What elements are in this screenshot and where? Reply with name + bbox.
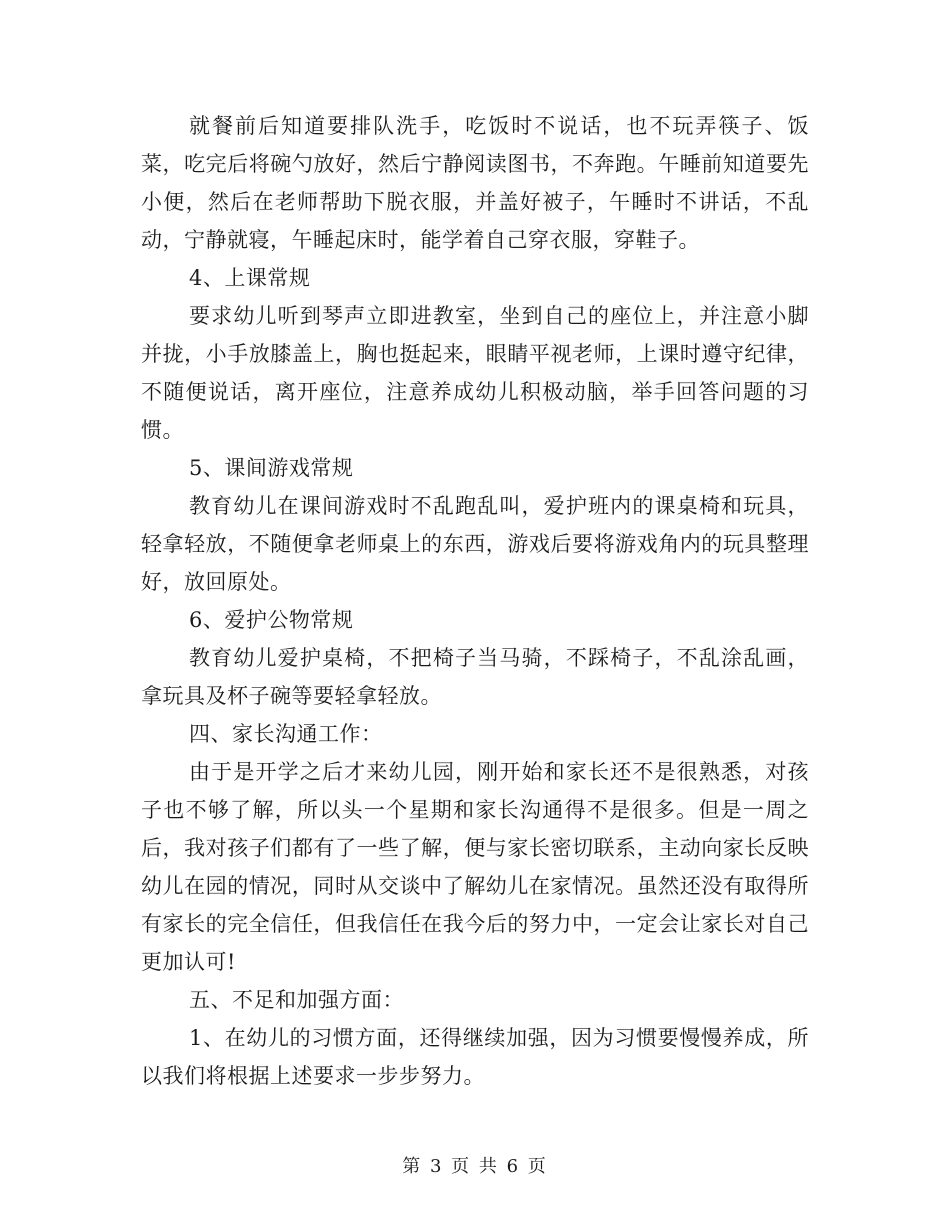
heading-break-game-routine: 5、课间游戏常规 (189, 456, 354, 480)
page-footer (0, 1152, 950, 1178)
paragraph-break-game-routine: 教育幼儿在课间游戏时不乱跑乱叫，爱护班内的课桌椅和玩具，轻拿轻放，不随便拿老师桌上的东西，游戏后要将游戏角内的玩具整理好，放回原处。 (141, 494, 809, 594)
heading-shortcomings: 五、不足和加强方面： (189, 988, 404, 1012)
heading-parent-communication: 四、家长沟通工作： (189, 722, 383, 746)
heading-public-property-routine: 6、爱护公物常规 (189, 608, 354, 632)
paragraph-shortcomings-habits: 1、在幼儿的习惯方面，还得继续加强，因为习惯要慢慢养成，所以我们将根据上述要求一步步努力。 (141, 1026, 809, 1088)
paragraph-meal-nap-routine: 就餐前后知道要排队洗手，吃饭时不说话，也不玩弄筷子、饭菜，吃完后将碗勺放好，然后宁静阅读图书，不奔跑。午睡前知道要先小便，然后在老师帮助下脱衣服，并盖好被子，午睡时不讲话，不乱动，宁静就寝，午睡起床时，能学着自己穿衣服，穿鞋子。 (141, 114, 809, 252)
paragraph-class-routine: 要求幼儿听到琴声立即进教室，坐到自己的座位上，并注意小脚并拢，小手放膝盖上，胸也挺起来，眼睛平视老师，上课时遵守纪律，不随便说话，离开座位，注意养成幼儿积极动脑，举手回答问题的习惯。 (141, 304, 809, 442)
page-number-label: 第 3 页 共 6 页 (402, 1156, 548, 1177)
paragraph-public-property-routine: 教育幼儿爱护桌椅，不把椅子当马骑，不踩椅子，不乱涂乱画，拿玩具及杯子碗等要轻拿轻放。 (141, 646, 809, 708)
document-body (141, 107, 809, 1095)
heading-class-routine: 4、上课常规 (189, 266, 311, 290)
paragraph-parent-communication: 由于是开学之后才来幼儿园，刚开始和家长还不是很熟悉，对孩子也不够了解，所以头一个星期和家长沟通得不是很多。但是一周之后，我对孩子们都有了一些了解，便与家长密切联系，主动向家长反映幼儿在园的情况，同时从交谈中了解幼儿在家情况。虽然还没有取得所有家长的完全信任，但我信任在我今后的努力中，一定会让家长对自己更加认可! (141, 760, 809, 974)
